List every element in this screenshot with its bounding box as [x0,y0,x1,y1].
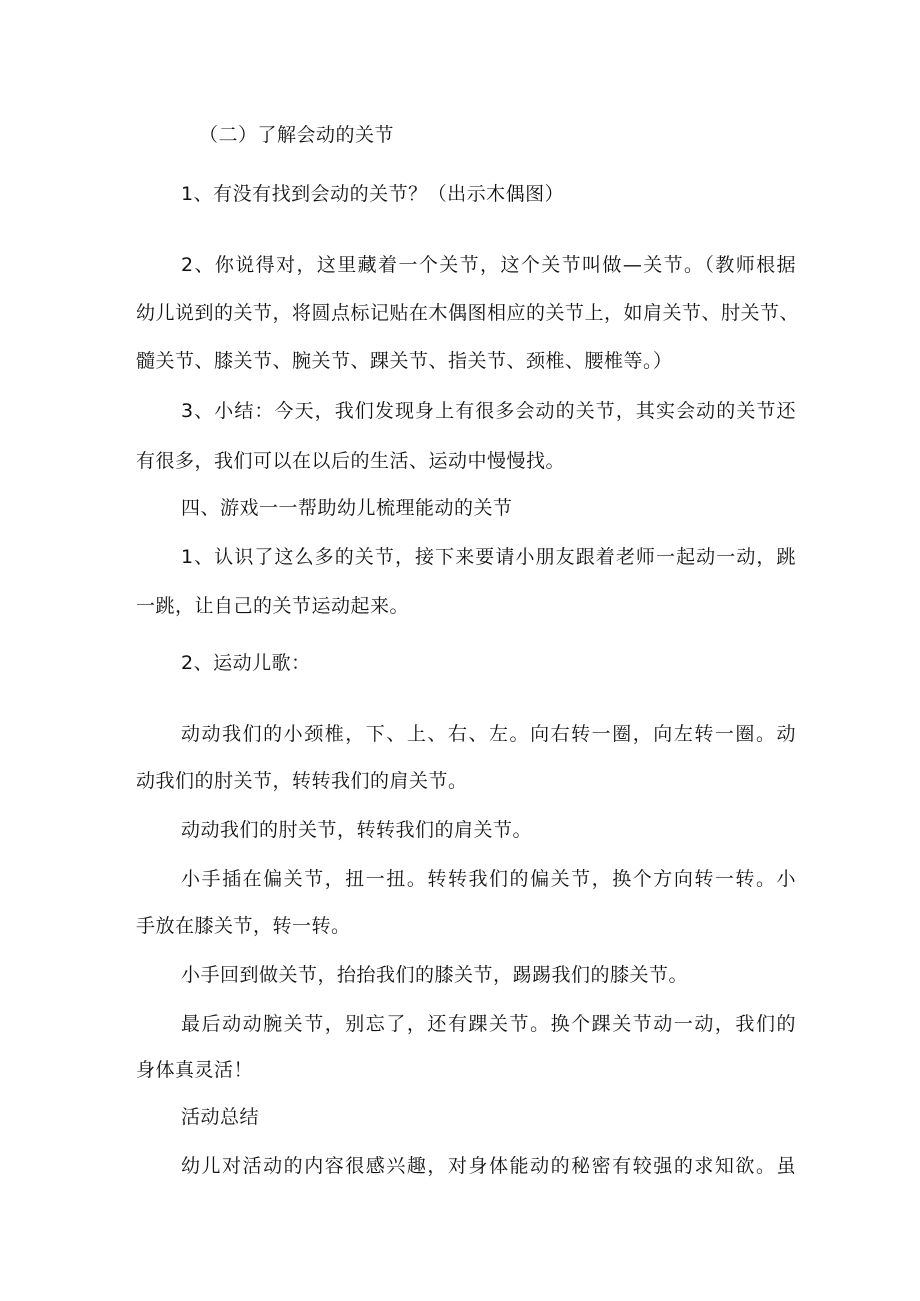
item-3-line-2: 有很多，我们可以在以后的生活、运动中慢慢找。 [136,450,566,472]
section-4-title: 四、游戏一一帮助幼儿梳理能动的关节 [181,497,513,519]
summary-title: 活动总结 [181,1106,260,1128]
item-2-line-2: 幼儿说到的关节，将圆点标记贴在木偶图相应的关节上，如肩关节、肘关节、 [136,302,800,324]
song-p1-line-2: 动我们的肘关节，转转我们的肩关节。 [136,770,468,792]
section-title: （二）了解会动的关节 [199,124,395,146]
song-p2: 动动我们的肘关节，转转我们的肩关节。 [181,819,533,841]
section-4-item-1-line-2: 一跳，让自己的关节运动起来。 [136,595,410,617]
section-4-item-2: 2、运动儿歌： [181,652,311,674]
song-p3-line-1: 小手插在偏关节，扭一扭。转转我们的偏关节，换个方向转一转。小 [181,868,796,890]
item-2-line-3: 髓关节、膝关节、腕关节、踝关节、指关节、颈椎、腰椎等。） [136,350,673,372]
song-p1-line-1: 动动我们的小颈椎，下、上、右、左。向右转一圈，向左转一圈。动 [181,723,796,745]
item-2-line-1: 2、你说得对，这里藏着一个关节，这个关节叫做—关节。（教师根据 [181,254,796,276]
summary-line-1: 幼儿对活动的内容很感兴趣，对身体能动的秘密有较强的求知欲。虽 [181,1155,796,1177]
section-4-item-1-line-1: 1、认识了这么多的关节，接下来要请小朋友跟着老师一起动一动，跳 [181,546,796,568]
song-p3-line-2: 手放在膝关节，转一转。 [136,915,351,937]
song-p4: 小手回到做关节，抬抬我们的膝关节，踢踢我们的膝关节。 [181,964,689,986]
item-1: 1、有没有找到会动的关节？（出示木偶图） [181,183,565,205]
item-3-line-1: 3、小结：今天，我们发现身上有很多会动的关节，其实会动的关节还 [181,400,796,422]
song-p5-line-2: 身体真灵活！ [136,1059,254,1081]
song-p5-line-1: 最后动动腕关节，别忘了，还有踝关节。换个踝关节动一动，我们的 [181,1013,796,1035]
